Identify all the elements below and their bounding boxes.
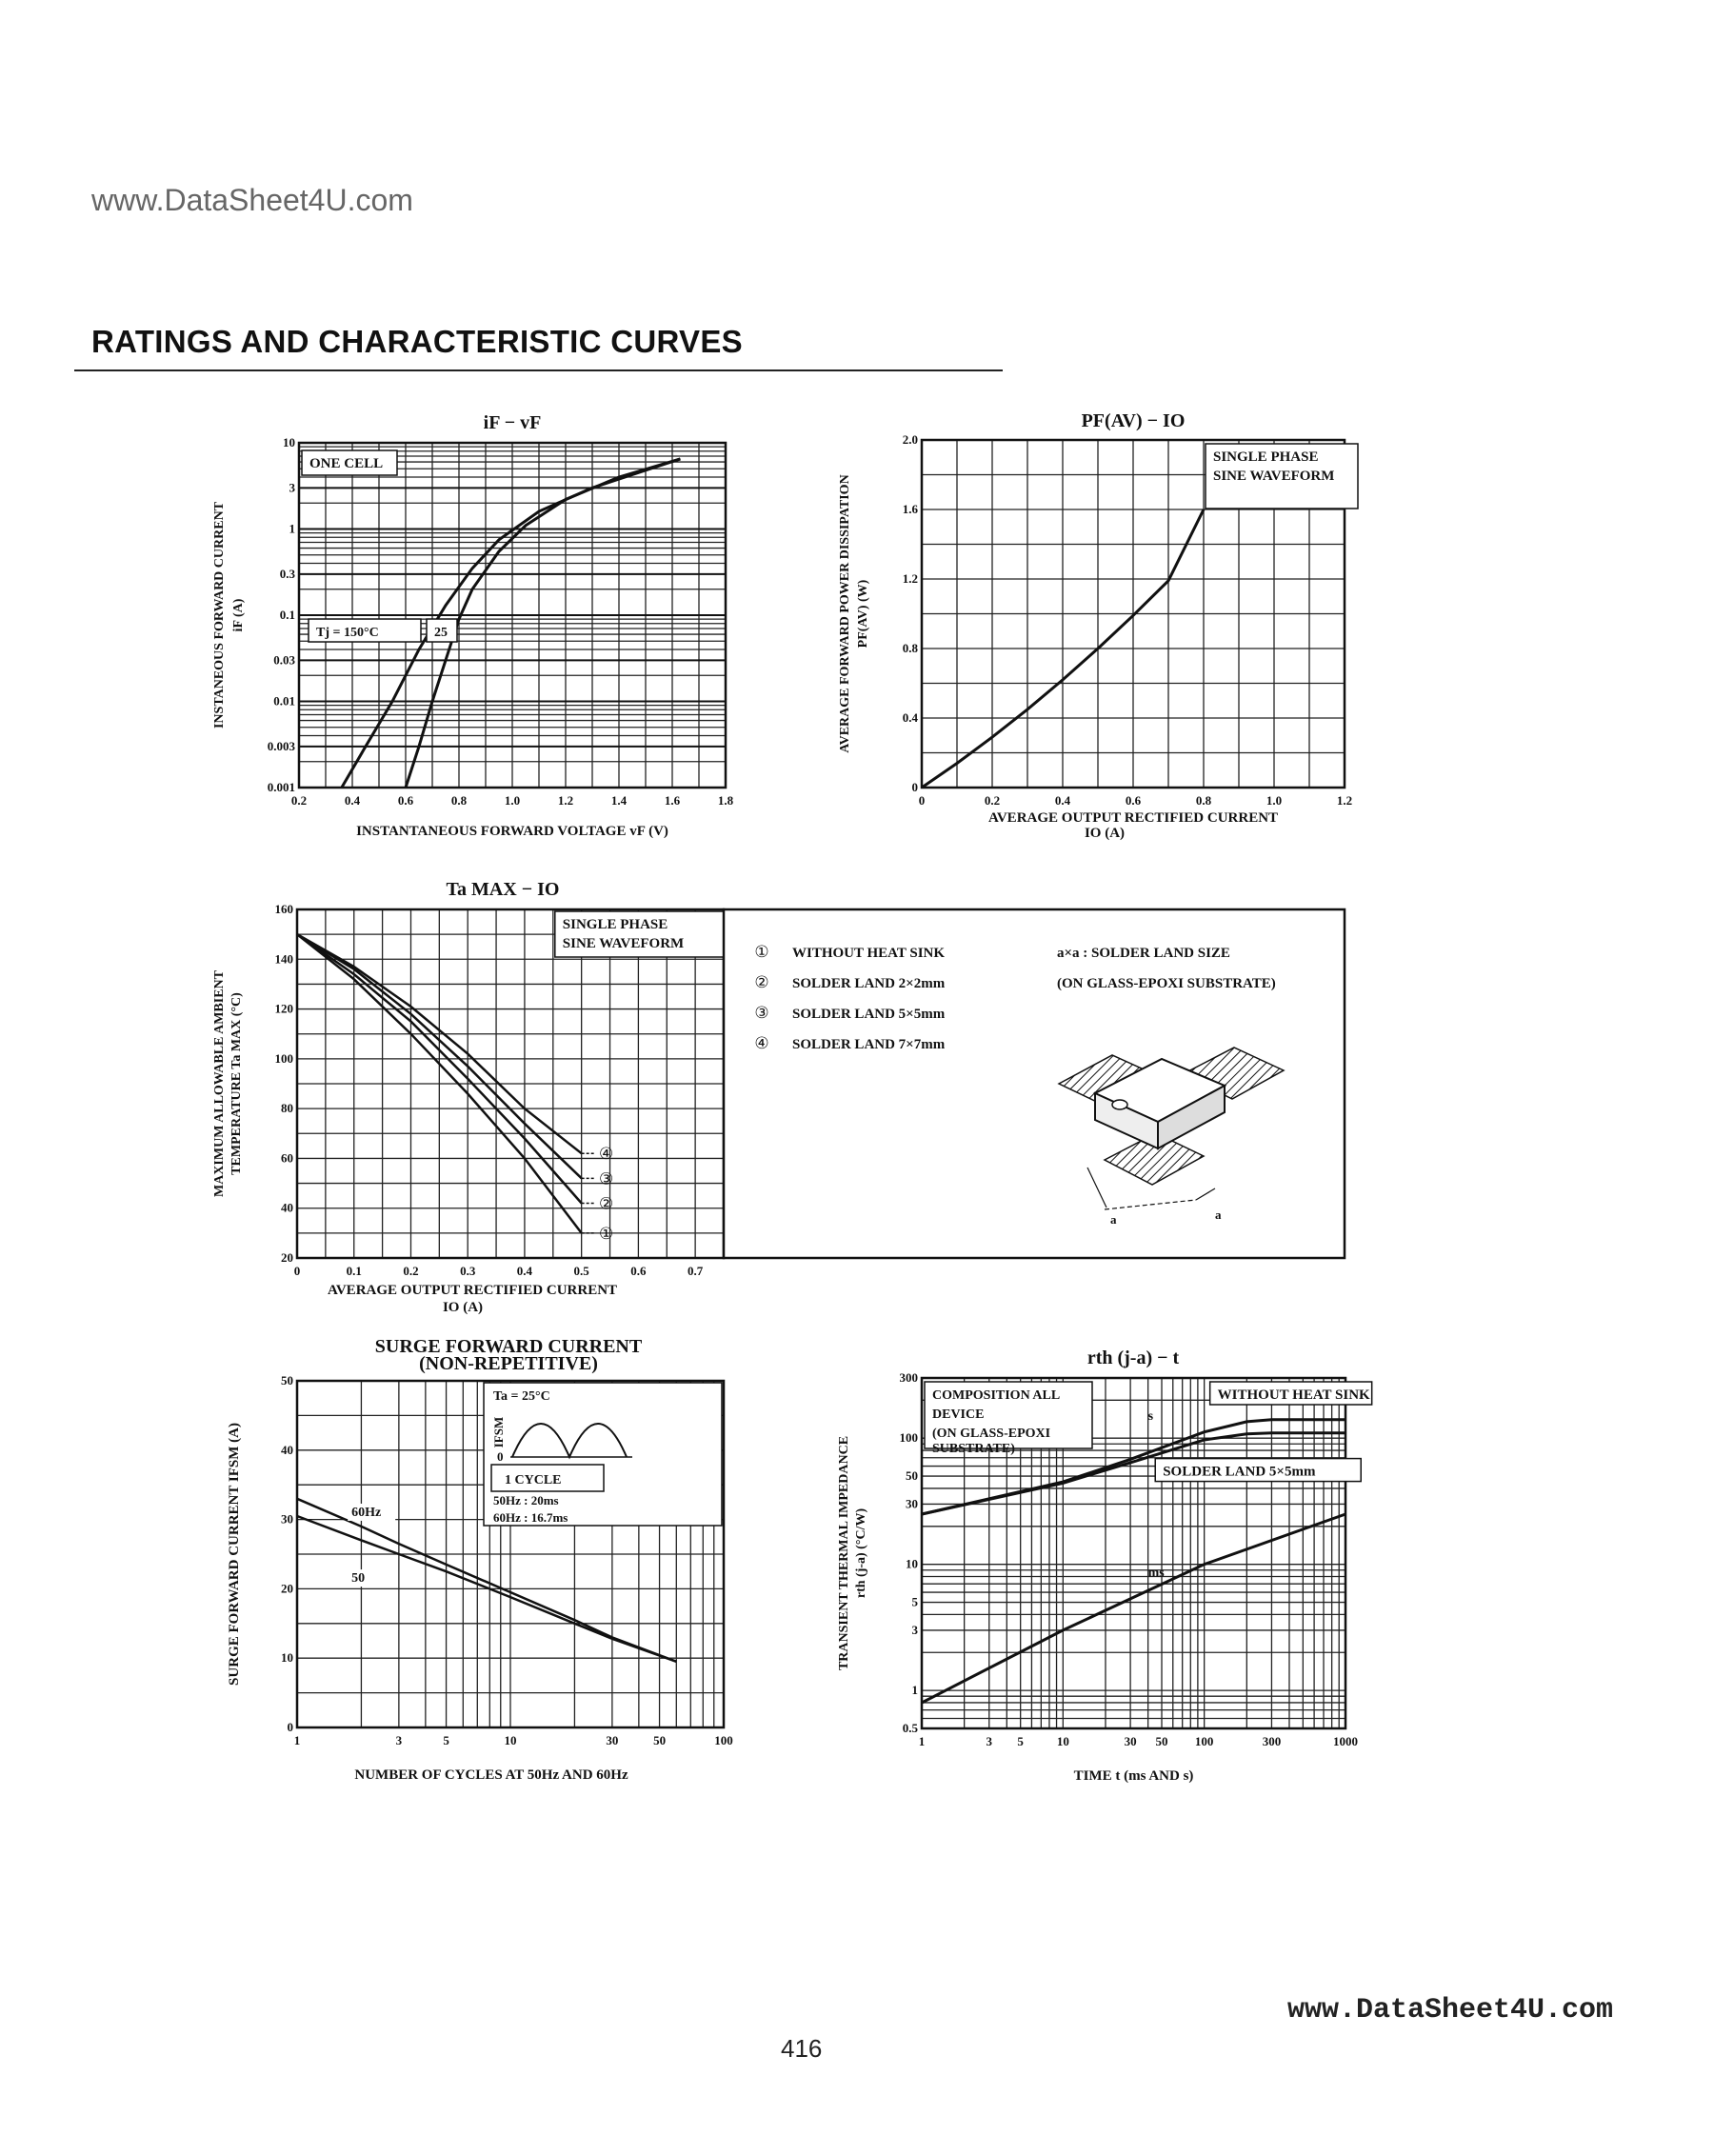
y-tick-label: 1.2	[902, 571, 918, 586]
inset-text: 0	[497, 1449, 504, 1464]
y-tick-label: 120	[274, 1001, 293, 1016]
inset-text: Ta = 25°C	[493, 1389, 550, 1404]
x-tick-label: 100	[1194, 1734, 1214, 1748]
y-tick-label: 300	[899, 1370, 918, 1385]
annotation-text: SINGLE PHASE	[1213, 449, 1319, 465]
series-label: ③	[599, 1169, 614, 1188]
x-tick-label: 0.8	[1195, 793, 1212, 808]
x-tick-label: 1.6	[664, 793, 681, 808]
series-label	[348, 1504, 395, 1521]
annotation-text: SOLDER LAND 5×5mm	[1163, 1464, 1316, 1480]
y-axis-label: AVERAGE FORWARD POWER DISSIPATION	[838, 474, 852, 753]
x-tick-label: 10	[1056, 1734, 1069, 1748]
x-axis-label-2: IO (A)	[442, 1300, 484, 1315]
tj-25-label	[427, 619, 457, 642]
annotation-text: SINE WAVEFORM	[562, 936, 685, 951]
y-axis-label: SURGE FORWARD CURRENT IFSM (A)	[227, 1423, 242, 1686]
x-tick-label: 50	[1155, 1734, 1168, 1748]
chart-surge	[227, 1336, 733, 1783]
waveform-label	[1206, 444, 1358, 509]
one-cell-label	[302, 450, 397, 475]
x-tick-label: 0.3	[460, 1264, 476, 1278]
annotation-text: 25	[434, 626, 448, 641]
x-tick-label: 0.1	[346, 1264, 362, 1278]
annotation-text: WITHOUT HEAT SINK	[1217, 1387, 1370, 1403]
x-tick-label: 5	[1017, 1734, 1024, 1748]
x-tick-label: 300	[1262, 1734, 1282, 1748]
watermark-top: www.DataSheet4U.com	[91, 183, 413, 217]
y-tick-label: 3	[911, 1622, 918, 1637]
x-axis-label: TIME t (ms AND s)	[1073, 1768, 1194, 1784]
x-tick-label: 1.4	[610, 793, 628, 808]
legend-label: SOLDER LAND 2×2mm	[792, 976, 946, 991]
y-tick-label: 2.0	[902, 432, 918, 447]
x-tick-label: 1.8	[717, 793, 734, 808]
series-label-text: 60Hz	[351, 1505, 382, 1520]
x-axis-label: INSTANTANEOUS FORWARD VOLTAGE vF (V)	[356, 824, 668, 839]
x-axis-label: AVERAGE OUTPUT RECTIFIED CURRENT	[987, 810, 1279, 826]
y-tick-label: 30	[281, 1511, 293, 1527]
x-tick-label: 0.2	[984, 793, 1001, 808]
x-tick-label: 30	[606, 1733, 619, 1747]
y-tick-label: 80	[281, 1101, 293, 1116]
x-tick-label: 50	[653, 1733, 667, 1747]
chart-title: Ta MAX − IO	[446, 879, 560, 900]
y-tick-label: 30	[906, 1496, 918, 1511]
annotation-text: (ON GLASS-EPOXI	[932, 1427, 1051, 1441]
y-tick-label: 0.003	[267, 738, 295, 753]
y-tick-label: 50	[281, 1373, 293, 1387]
annotation-text: SUBSTRATE)	[932, 1442, 1015, 1456]
chart-ta-io	[212, 879, 1345, 1315]
x-tick-label: 0.4	[516, 1264, 533, 1278]
y-axis-label-2: PF(AV) (W)	[856, 579, 870, 649]
chart-title: rth (j-a) − t	[1086, 1348, 1180, 1368]
inset-waveform	[484, 1383, 722, 1526]
x-tick-label: 1.2	[1336, 793, 1353, 808]
y-axis-label: TRANSIENT THERMAL IMPEDANCE	[837, 1435, 851, 1671]
y-axis-label-2: rth (j-a) (°C/W)	[854, 1507, 868, 1599]
x-tick-label: 0.8	[450, 793, 468, 808]
series-label	[348, 1569, 395, 1587]
y-tick-label: 0.01	[273, 693, 295, 709]
y-tick-label: 20	[281, 1250, 293, 1265]
x-tick-label: 0.2	[290, 793, 308, 808]
inset-text: IFSM	[491, 1416, 507, 1448]
x-tick-label: 100	[714, 1733, 733, 1747]
annotation-text: SINE WAVEFORM	[1213, 469, 1335, 484]
y-tick-label: 0.03	[273, 652, 295, 668]
y-tick-label: 5	[911, 1594, 918, 1609]
inset-text: 60Hz : 16.7ms	[493, 1510, 568, 1525]
series-label: ④	[599, 1145, 614, 1164]
legend-note: a×a : SOLDER LAND SIZE	[1057, 946, 1230, 961]
y-tick-label: 20	[281, 1581, 293, 1596]
x-tick-label: 1	[918, 1734, 926, 1748]
x-tick-label: 1.2	[557, 793, 574, 808]
y-tick-label: 0.5	[902, 1721, 918, 1735]
series-line	[922, 1514, 1345, 1703]
x-tick-label: 5	[443, 1733, 449, 1747]
x-tick-label: 1	[293, 1733, 301, 1747]
x-tick-label: 1.0	[1266, 793, 1283, 808]
dimension-label: a	[1215, 1208, 1222, 1222]
chart-subtitle: (NON-REPETITIVE)	[419, 1353, 598, 1374]
annotation-text: Tj = 150°C	[316, 626, 379, 641]
y-tick-label: 140	[274, 951, 293, 967]
legend-label: WITHOUT HEAT SINK	[792, 946, 946, 961]
x-tick-label: 0.4	[344, 793, 361, 808]
y-tick-label: 40	[281, 1442, 293, 1457]
x-tick-label: 3	[986, 1734, 993, 1748]
y-tick-label: 40	[281, 1200, 293, 1215]
y-axis-label-2: iF (A)	[231, 598, 246, 632]
y-tick-label: 3	[289, 480, 295, 495]
x-tick-label: 0.2	[403, 1264, 419, 1278]
x-tick-label: 0.6	[397, 793, 414, 808]
y-tick-label: 0	[911, 780, 918, 794]
legend-mark: ③	[754, 1004, 769, 1022]
annotation-text: ms	[1147, 1566, 1165, 1581]
y-tick-label: 100	[274, 1050, 293, 1066]
waveform-label	[555, 911, 727, 957]
x-tick-label: 30	[1124, 1734, 1137, 1748]
x-tick-label: 0	[918, 793, 926, 808]
x-tick-label: 0.6	[630, 1264, 647, 1278]
package-mark	[1112, 1100, 1127, 1109]
chart-title: SURGE FORWARD CURRENT	[374, 1336, 643, 1357]
chart-if-vf	[212, 412, 734, 839]
inset-text: 50Hz : 20ms	[493, 1493, 559, 1507]
y-tick-label: 160	[274, 902, 293, 916]
annotation-text: DEVICE	[932, 1407, 985, 1422]
inset-text: 1 CYCLE	[505, 1473, 562, 1487]
legend-mark: ②	[754, 973, 769, 991]
y-tick-label: 50	[906, 1468, 918, 1484]
x-tick-label: 3	[395, 1733, 403, 1747]
x-tick-label: 10	[504, 1733, 517, 1747]
y-tick-label: 0.1	[279, 608, 295, 622]
composition-label	[925, 1382, 1092, 1448]
page-title: RATINGS AND CHARACTERISTIC CURVES	[91, 324, 743, 359]
x-tick-label: 0.5	[573, 1264, 589, 1278]
series-label: ①	[599, 1224, 614, 1243]
y-axis-label: MAXIMUM ALLOWABLE AMBIENT	[212, 969, 227, 1198]
legend-mark: ①	[754, 943, 769, 961]
x-tick-label: 0	[293, 1264, 301, 1278]
chart-title: iF − vF	[483, 412, 542, 433]
x-axis-label: NUMBER OF CYCLES AT 50Hz AND 60Hz	[354, 1767, 628, 1783]
chart-pf-io	[838, 410, 1358, 841]
x-tick-label: 1.0	[504, 793, 521, 808]
watermark-bottom: www.DataSheet4U.com	[1287, 1994, 1614, 2026]
y-axis-label: INSTANEOUS FORWARD CURRENT	[212, 501, 227, 729]
y-tick-label: 0	[287, 1720, 293, 1734]
y-tick-label: 1	[911, 1683, 918, 1698]
dimension-label: a	[1110, 1212, 1117, 1227]
page-number: 416	[781, 2034, 823, 2063]
legend-note: (ON GLASS-EPOXI SUBSTRATE)	[1057, 976, 1276, 991]
no-heat-sink-label	[1210, 1382, 1372, 1405]
y-tick-label: 1	[289, 521, 295, 536]
y-axis-label-2: TEMPERATURE Ta MAX (°C)	[229, 992, 244, 1175]
y-tick-label: 10	[283, 435, 295, 449]
x-tick-label: 1000	[1333, 1734, 1358, 1748]
legend-label: SOLDER LAND 5×5mm	[792, 1007, 946, 1022]
y-tick-label: 0.8	[902, 641, 918, 655]
solder-land-label	[1155, 1459, 1361, 1482]
y-tick-label: 60	[281, 1150, 293, 1166]
annotation-text: COMPOSITION ALL	[932, 1388, 1061, 1403]
legend-label: SOLDER LAND 7×7mm	[792, 1037, 946, 1052]
x-tick-label: 0.6	[1125, 793, 1142, 808]
x-tick-label: 0.4	[1054, 793, 1071, 808]
x-axis-label-2: IO (A)	[1084, 826, 1126, 841]
x-axis-label: AVERAGE OUTPUT RECTIFIED CURRENT	[327, 1283, 618, 1298]
legend-panel	[724, 909, 1345, 1258]
chart-rth	[837, 1348, 1372, 1784]
y-tick-label: 1.6	[902, 502, 918, 516]
series-label-text: 50	[351, 1571, 366, 1587]
series-label: ②	[599, 1194, 614, 1213]
y-tick-label: 10	[906, 1556, 918, 1571]
y-tick-label: 0.4	[902, 710, 918, 725]
y-tick-label: 0.3	[279, 566, 295, 581]
y-tick-label: 0.001	[267, 780, 295, 794]
x-tick-label: 0.7	[688, 1264, 704, 1278]
y-tick-label: 100	[899, 1430, 918, 1446]
annotation-text: ONE CELL	[309, 456, 384, 471]
legend-mark: ④	[754, 1034, 769, 1052]
annotation-text: SINGLE PHASE	[562, 917, 668, 932]
chart-title: PF(AV) − IO	[1081, 410, 1186, 431]
annotation-text: s	[1147, 1408, 1154, 1424]
tj-150-label	[309, 619, 421, 642]
y-tick-label: 10	[281, 1650, 293, 1666]
